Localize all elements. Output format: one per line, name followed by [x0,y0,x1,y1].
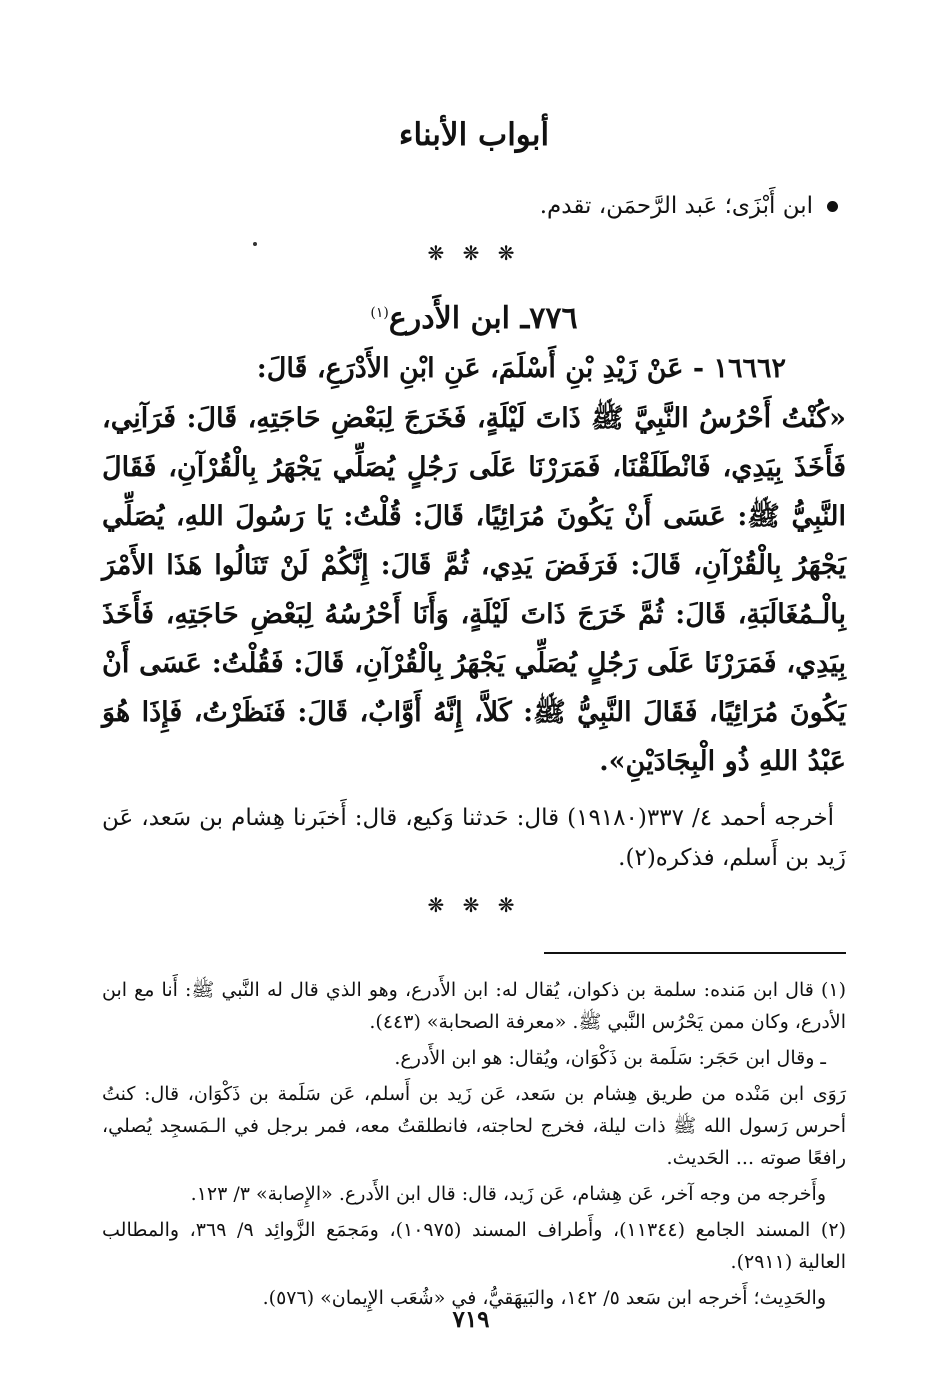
chapter-title: أبواب الأبناء [398,117,550,153]
footnotes [102,974,846,1314]
section-heading [102,288,846,338]
footnote-1-narration: رَوَى ابن مَنْده من طريق هِشام بن سَعد، عَن زَيد بن أَسلم، عَن سَلَمة بن ذَكْوَان، قال: كنتُ أحرس رَسول الله ﷺ ذات ليلة، فخرج لحاجته، فانطلقتُ معه، فمر برجل في الـمَسجِد يُصلي، رافعًا صوته ... الحَديث. [102,1083,846,1169]
footnote-2: (٢) المسند الجامع (١١٣٤٤)، وأَطراف المسند (١٠٩٧٥)، ومَجمَع الزَّوائِد ٩/ ٣٦٩، والمطالب العالية (٢٩١١). [102,1219,846,1273]
ink-speck [253,242,257,246]
footnote-1-source: وأَخرجه من وجه آخر، عَن هِشام، عَن زَيد، قال: قال ابن الأَدرع. «الإِصابة» ٣/ ١٢٣. [190,1183,826,1205]
page-number: ٧١٩ [452,1306,490,1333]
footnote-marker: (١) [370,305,389,321]
hadith-intro: ١٦٦٦٢ - عَنْ زَيْدِ بْنِ أَسْلَمَ، عَنِ ابْنِ الأَدْرَعِ، قَالَ: [256,353,786,384]
hadith-text: «كُنْتُ أَحْرُسُ النَّبِيَّ ﷺ ذَاتَ لَيْلَةٍ، فَخَرَجَ لِبَعْضِ حَاجَتِهِ، قَالَ: فَرَآنِي، فَأَخَذَ بِيَدِي، فَانْطَلَقْنَا، فَمَرَرْنَا عَلَى رَجُلٍ يُصَلِّي يَجْهَرُ بِالْقُرْآنِ، فَقَالَ النَّبِيُّ ﷺ: عَسَى أَنْ يَكُونَ مُرَائِيًا، قَالَ: قُلْتُ: يَا رَسُولَ اللهِ، يُصَلِّي يَجْهَرُ بِالْقُرْآنِ، قَالَ: فَرَفَضَ يَدِي، ثُمَّ قَالَ: إِنَّكُمْ لَنْ تَنَالُوا هَذَا الأَمْرَ بِالْـمُغَالَبَةِ، قَالَ: ثُمَّ خَرَجَ ذَاتَ لَيْلَةٍ، وَأَنَا أَحْرُسُهُ لِبَعْضِ حَاجَتِهِ، فَأَخَذَ بِيَدِي، فَمَرَرْنَا عَلَى رَجُلٍ يُصَلِّي يَجْهَرُ بِالْقُرْآنِ، قَالَ: فَقُلْتُ: عَسَى أَنْ يَكُونَ مُرَائِيًا، فَقَالَ النَّبِيُّ ﷺ: كَلاَّ، إِنَّهُ أَوَّابٌ، قَالَ: فَنَظَرْتُ، فَإِذَا هُوَ عَبْدُ اللهِ ذُو الْبِجَادَيْنِ». [102,403,846,777]
section-heading-text: ٧٧٦ـ ابن الأَدرع [388,301,578,336]
section-separator: ❋ ❋ ❋ [427,893,521,917]
footnote-1: (١) قال ابن مَنده: سلمة بن ذكوان، يُقال له: ابن الأَدرع، وهو الذي قال له النَّبي ﷺ: أَنا مع ابن الأدرع، وكان ممن يَحْرُس النَّبي ﷺ. «معرفة الصحابة» (٤٤٣). [102,979,846,1033]
cross-reference-entry [102,190,846,222]
section-separator: ❋ ❋ ❋ [427,241,521,265]
cross-reference-text: ابن أَبْزَى؛ عَبد الرَّحمَن، تقدم. [539,193,813,219]
footnote-2-note: والحَدِيث؛ أَخرجه ابن سَعد ٥/ ١٤٢، والبَيهَقيُّ، في «شُعَب الإِيمان» (٥٧٦). [262,1287,826,1309]
footnote-divider [544,952,846,954]
bullet-icon [827,201,838,212]
takhrij-paragraph: أخرجه أحمد ٤/ ٣٣٧(١٩١٨٠) قال: حَدثنا وَكيع، قال: أَخبَرنا هِشام بن سَعد، عَن زَيد بن أَسلم، فذكره(٢). [102,805,846,871]
footnote-1-note: ـ وقال ابن حَجَر: سَلَمة بن ذَكْوَان، ويُقال: هو ابن الأَدرع. [394,1047,826,1069]
